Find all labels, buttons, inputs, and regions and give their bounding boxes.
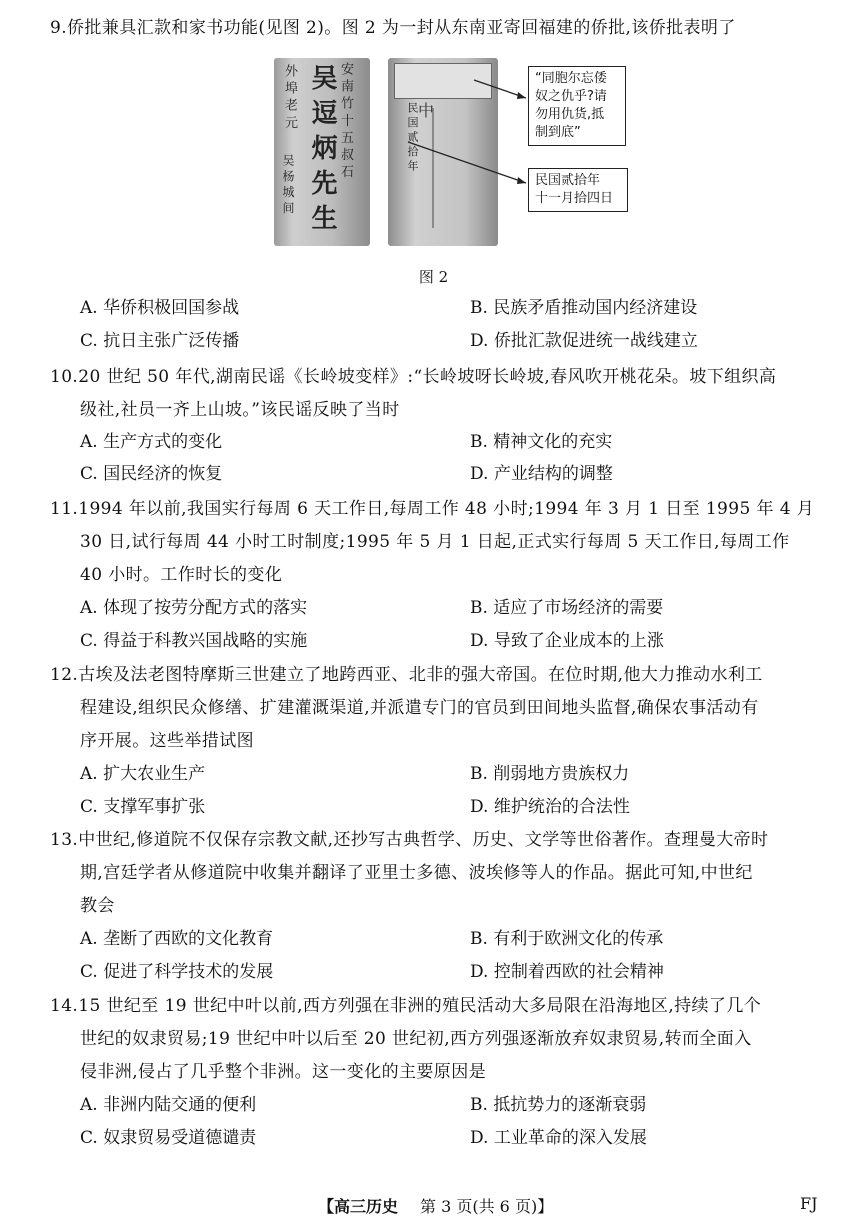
q9-option-a[interactable]: A. 华侨积极回国参战: [80, 298, 240, 318]
q9-option-d[interactable]: D. 侨批汇款促进统一战线建立: [470, 331, 698, 351]
q14-line-2: 世纪的奴隶贸易;19 世纪中叶以后至 20 世纪初,西方列强逐渐放弃奴隶贸易,转而全面入: [80, 1029, 752, 1049]
q12-option-d[interactable]: D. 维护统治的合法性: [470, 797, 630, 817]
q13-line-1: 13.中世纪,修道院不仅保存宗教文献,还抄写古典哲学、历史、文学等世俗著作。查理曼大帝时: [50, 830, 769, 850]
q14-line-3: 侵非洲,侵占了几乎整个非洲。这一变化的主要原因是: [80, 1062, 487, 1082]
q12-line-3: 序开展。这些举措试图: [80, 731, 254, 751]
envelope-slip-image: 民 国 贰 拾 年 中: [388, 58, 498, 246]
q10-option-b[interactable]: B. 精神文化的充实: [470, 432, 613, 452]
q13-option-c[interactable]: C. 促进了科学技术的发展: [80, 962, 274, 982]
callout-date: 民国贰拾年 十一月拾四日: [528, 168, 628, 212]
q11-option-a[interactable]: A. 体现了按劳分配方式的落实: [80, 598, 308, 618]
q10-line-2: 级社,社员一齐上山坡。”该民谣反映了当时: [80, 400, 400, 420]
callout-arrows: [274, 58, 626, 246]
footer-code: FJ: [800, 1194, 818, 1213]
q12-option-a[interactable]: A. 扩大农业生产: [80, 764, 206, 784]
q12-option-c[interactable]: C. 支撑军事扩张: [80, 797, 206, 817]
callout-slogan: “同胞尔忘倭 奴之仇乎?请 勿用仇货,抵 制到底”: [528, 66, 626, 146]
q14-option-a[interactable]: A. 非洲内陆交通的便利: [80, 1095, 257, 1115]
q11-option-d[interactable]: D. 导致了企业成本的上涨: [470, 631, 664, 651]
q12-line-1: 12.古埃及法老图特摩斯三世建立了地跨西亚、北非的强大帝国。在位时期,他大力推动水利工: [50, 665, 763, 685]
q12-option-b[interactable]: B. 削弱地方贵族权力: [470, 764, 630, 784]
q10-option-d[interactable]: D. 产业结构的调整: [470, 464, 613, 484]
footer-title: 【高三历史: [318, 1197, 399, 1216]
q11-line-2: 30 日,试行每周 44 小时工时制度;1995 年 5 月 1 日起,正式实行每周 5 天工作日,每周工作: [80, 532, 790, 552]
q14-line-1: 14.15 世纪至 19 世纪中叶以前,西方列强在非洲的殖民活动大多局限在沿海地区,持续了几个: [50, 996, 762, 1016]
q11-line-3: 40 小时。工作时长的变化: [80, 565, 283, 585]
q13-line-2: 期,宫廷学者从修道院中收集并翻译了亚里士多德、波埃修等人的作品。据此可知,中世纪: [80, 863, 753, 883]
q14-option-b[interactable]: B. 抵抗势力的逐渐衰弱: [470, 1095, 647, 1115]
q11-option-b[interactable]: B. 适应了市场经济的需要: [470, 598, 664, 618]
q10-option-c[interactable]: C. 国民经济的恢复: [80, 464, 223, 484]
letter-slip-image: 吴 逗 炳 先 生 安 南 竹 十 五 叔 石 外 埠 老 元 吴 杨 城 间: [274, 58, 370, 246]
q13-option-d[interactable]: D. 控制着西欧的社会精神: [470, 962, 664, 982]
q9-option-b[interactable]: B. 民族矛盾推动国内经济建设: [470, 298, 698, 318]
q13-option-b[interactable]: B. 有利于欧洲文化的传承: [470, 929, 664, 949]
figure-caption: 图 2: [418, 268, 449, 286]
q12-line-2: 程建设,组织民众修缮、扩建灌溉渠道,并派遣专门的官员到田间地头监督,确保农事活动有: [80, 698, 759, 718]
q9-option-c[interactable]: C. 抗日主张广泛传播: [80, 331, 240, 351]
q10-option-a[interactable]: A. 生产方式的变化: [80, 432, 223, 452]
q11-option-c[interactable]: C. 得益于科教兴国战略的实施: [80, 631, 308, 651]
q10-line-1: 10.20 世纪 50 年代,湖南民谣《长岭坡变样》:“长岭坡呀长岭坡,春风吹开桃花朵。坡下组织高: [50, 367, 777, 387]
q13-line-3: 教会: [80, 896, 115, 916]
q14-option-d[interactable]: D. 工业革命的深入发展: [470, 1128, 647, 1148]
q13-option-a[interactable]: A. 垄断了西欧的文化教育: [80, 929, 274, 949]
q11-line-1: 11.1994 年以前,我国实行每周 6 天工作日,每周工作 48 小时;1994 年 3 月 1 日至 1995 年 4 月: [50, 499, 815, 519]
figure-2-qiaopi: [274, 58, 626, 246]
q9-stem: 9.侨批兼具汇款和家书功能(见图 2)。图 2 为一封从东南亚寄回福建的侨批,该侨批表明了: [50, 18, 736, 38]
footer-page-number: 第 3 页(共 6 页)】: [420, 1197, 554, 1216]
q14-option-c[interactable]: C. 奴隶贸易受道德谴责: [80, 1128, 257, 1148]
